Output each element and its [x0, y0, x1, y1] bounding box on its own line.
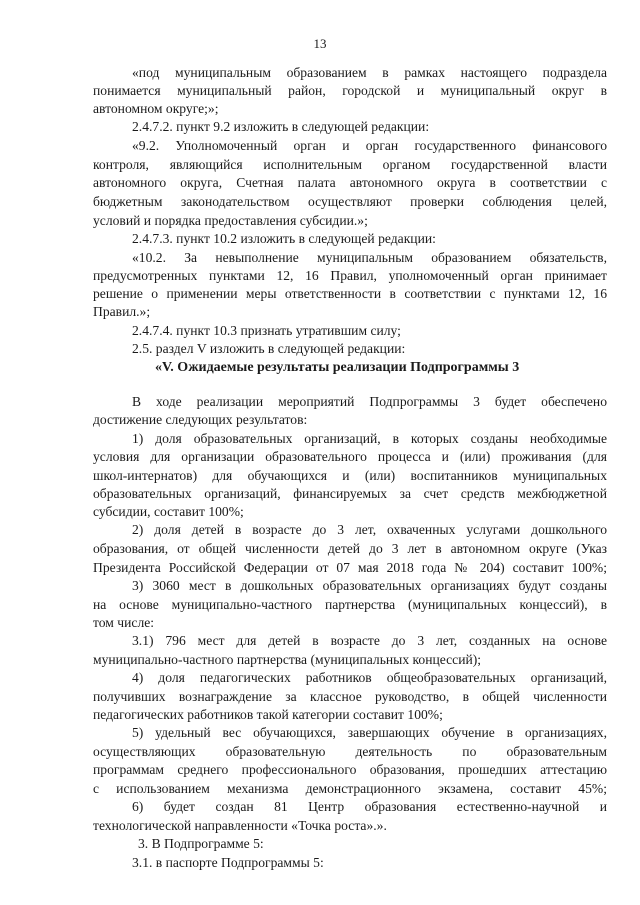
text-line: условий и порядка предоставления субсидии.»; [93, 213, 368, 228]
text-line: «9.2. Уполномоченный орган и орган государственного финансового [132, 138, 607, 153]
text-line: педагогических работников такой категории составит 100%; [93, 707, 443, 722]
text-line: условия для организации образовательного процесса и (или) проживания (для [93, 449, 607, 464]
text-line: муниципально-частного партнерства (муниципальных концессий); [93, 652, 482, 667]
text-line: автономном округе;»; [93, 101, 219, 116]
text-line: контроля, являющийся исполнительным органом государственной власти [93, 157, 607, 172]
text-line: осуществляющих образовательную деятельность по образовательным [93, 744, 607, 759]
text-line: 2) доля детей в возрасте до 3 лет, охваченных услугами дошкольного [132, 522, 607, 537]
text-line: предусмотренных пунктами 12, 16 Правил, уполномоченный орган принимает [93, 268, 607, 283]
text-line: программам среднего профессионального образования, прошедших аттестацию [93, 762, 607, 777]
text-line: В ходе реализации мероприятий Подпрограммы 3 будет обеспечено [132, 394, 607, 409]
text-line: автономного округа, Счетная палата автономного округа в соответствии с [93, 175, 607, 190]
text-line: 2.4.7.3. пункт 10.2 изложить в следующей редакции: [132, 231, 436, 246]
text-line: школ-интернатов) для обучающихся и (или) воспитанников муниципальных [93, 468, 607, 483]
text-line: понимается муниципальный район, городской и муниципальный округ в [93, 83, 607, 98]
text-line: 2.4.7.2. пункт 9.2 изложить в следующей редакции: [132, 119, 430, 134]
text-line: образовательных организаций, финансируемых за счет средств межбюджетной [93, 486, 607, 501]
text-line: том числе: [93, 615, 155, 630]
text-line: Правил.»; [93, 304, 151, 319]
text-line: получивших вознаграждение за классное руководство, в общей численности [93, 689, 607, 704]
section-heading: «V. Ожидаемые результаты реализации Подпрограммы 3 [155, 360, 520, 375]
text-line: 3.1) 796 мест для детей в возрасте до 3 лет, созданных на основе [132, 633, 607, 648]
text-line: 5) удельный вес обучающихся, завершающих обучение в организациях, [132, 725, 607, 740]
text-line: 3.1. в паспорте Подпрограммы 5: [132, 855, 324, 870]
text-line: на основе муниципально-частного партнерства (муниципальных концессий), в [93, 597, 607, 612]
text-line: 2.4.7.4. пункт 10.3 признать утратившим силу; [132, 323, 401, 338]
text-line: 6) будет создан 81 Центр образования естественно-научной и [132, 799, 607, 814]
text-line: субсидии, составит 100%; [93, 504, 244, 519]
text-line: 4) доля педагогических работников общеобразовательных организаций, [132, 670, 607, 685]
text-line: образования, от общей численности детей до 3 лет в автономном округе (Указ [93, 541, 607, 556]
text-line: 2.5. раздел V изложить в следующей редакции: [132, 341, 406, 356]
text-line: Президента Российской Федерации от 07 мая 2018 года № 204) составит 100%; [93, 560, 607, 575]
text-line: «под муниципальным образованием в рамках настоящего подраздела [132, 65, 607, 80]
text-line: решение о применении меры ответственности в соответствии с пунктами 12, 16 [93, 286, 607, 301]
text-line: 3. В Подпрограмме 5: [138, 836, 264, 851]
text-line: с использованием механизма демонстрационного экзамена, составит 45%; [93, 781, 607, 796]
text-line: «10.2. За невыполнение муниципальным образованием обязательств, [132, 250, 607, 265]
text-line: 3) 3060 мест в дошкольных образовательных организациях будут созданы [132, 578, 607, 593]
text-line: технологической направленности «Точка роста».». [93, 818, 387, 833]
text-line: 1) доля образовательных организаций, в которых созданы необходимые [132, 431, 607, 446]
text-line: бюджетным законодательством осуществляют проверки соблюдения целей, [93, 194, 607, 209]
page-number: 13 [313, 36, 327, 51]
text-line: достижение следующих результатов: [93, 412, 308, 427]
